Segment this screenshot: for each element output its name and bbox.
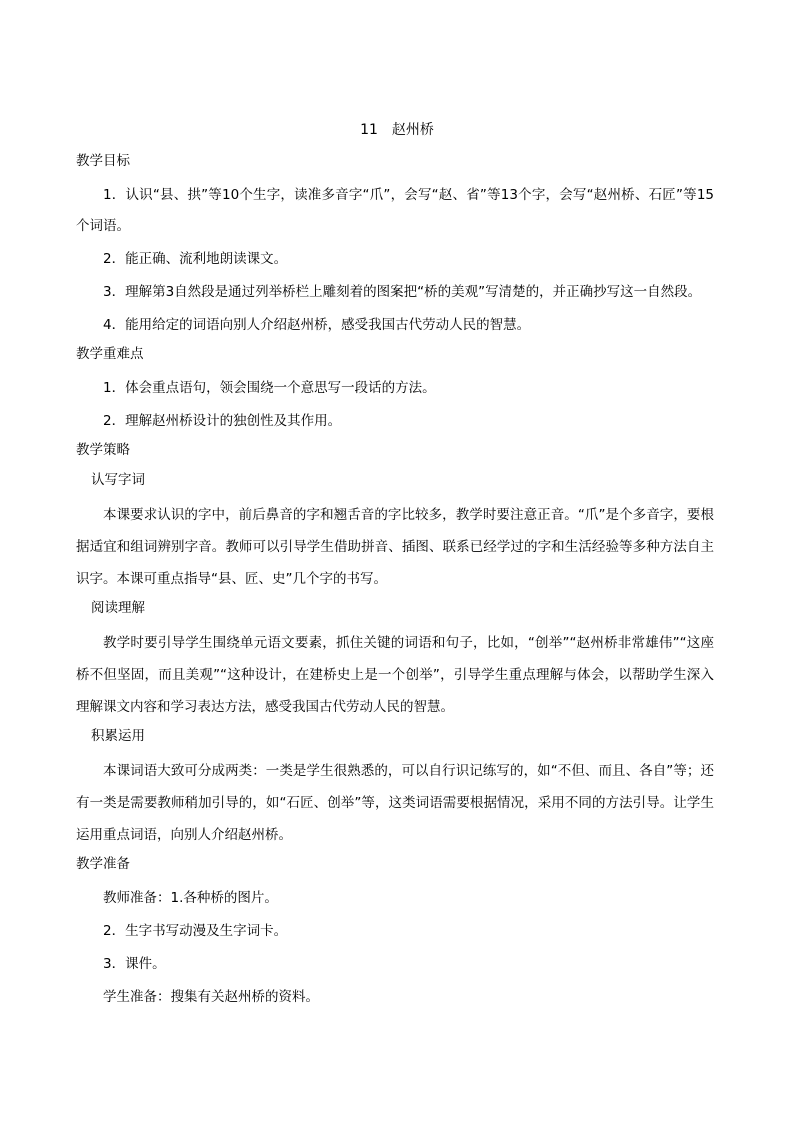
subheading-recognize-write: 认写字词 (91, 472, 145, 488)
preparation-item-4: 学生准备：搜集有关赵州桥的资料。 (103, 989, 319, 1005)
preparation-item-1: 教师准备：1.各种桥的图片。 (103, 890, 278, 906)
section-heading-objectives: 教学目标 (76, 153, 130, 169)
subheading-accumulate: 积累运用 (91, 728, 145, 744)
document-title: 11 赵州桥 (360, 122, 434, 138)
preparation-item-3: 3．课件。 (103, 956, 166, 972)
section-heading-key-points: 教学重难点 (76, 346, 144, 362)
paragraph-reading: 教学时要引导学生围绕单元语文要素，抓住关键的词语和句子，比如，“创举”“赵州桥非常雄伟”“这座桥不但坚固，而且美观”“这种设计，在建桥史上是一个创举”，引导学生重点理解与体会，以帮助学生深入理解课文内容和学习表达方法，感受我国古代劳动人民的智慧。 (76, 635, 714, 715)
preparation-item-2: 2．生字书写动漫及生字词卡。 (103, 923, 288, 939)
paragraph-recognize-write: 本课要求认识的字中，前后鼻音的字和翘舌音的字比较多，教学时要注意正音。“爪”是个多音字，要根据适宜和组词辨别字音。教师可以引导学生借助拼音、插图、联系已经学过的字和生活经验等多种方法自主识字。本课可重点指导“县、匠、史”几个字的书写。 (76, 507, 714, 587)
objective-item-4: 4．能用给定的词语向别人介绍赵州桥，感受我国古代劳动人民的智慧。 (103, 317, 531, 333)
objective-item-2: 2．能正确、流利地朗读课文。 (103, 251, 288, 267)
objective-item-3: 3．理解第3自然段是通过列举桥栏上雕刻着的图案把“桥的美观”写清楚的，并正确抄写这一自然段。 (103, 284, 702, 300)
key-point-item-1: 1．体会重点语句，领会围绕一个意思写一段话的方法。 (103, 380, 436, 396)
key-point-item-2: 2．理解赵州桥设计的独创性及其作用。 (103, 413, 342, 429)
paragraph-accumulate: 本课词语大致可分成两类：一类是学生很熟悉的，可以自行识记练写的，如“不但、而且、各自”等；还有一类是需要教师稍加引导的，如“石匠、创举”等，这类词语需要根据情况，采用不同的方法引导。让学生运用重点词语，向别人介绍赵州桥。 (76, 763, 714, 843)
objective-item-1: 1．认识“县、拱”等10个生字，读准多音字“爪”，会写“赵、省”等13个字，会写“赵州桥、石匠”等15个词语。 (76, 187, 714, 234)
section-heading-preparation: 教学准备 (76, 856, 130, 872)
section-heading-strategies: 教学策略 (76, 442, 130, 458)
subheading-reading: 阅读理解 (91, 600, 145, 616)
